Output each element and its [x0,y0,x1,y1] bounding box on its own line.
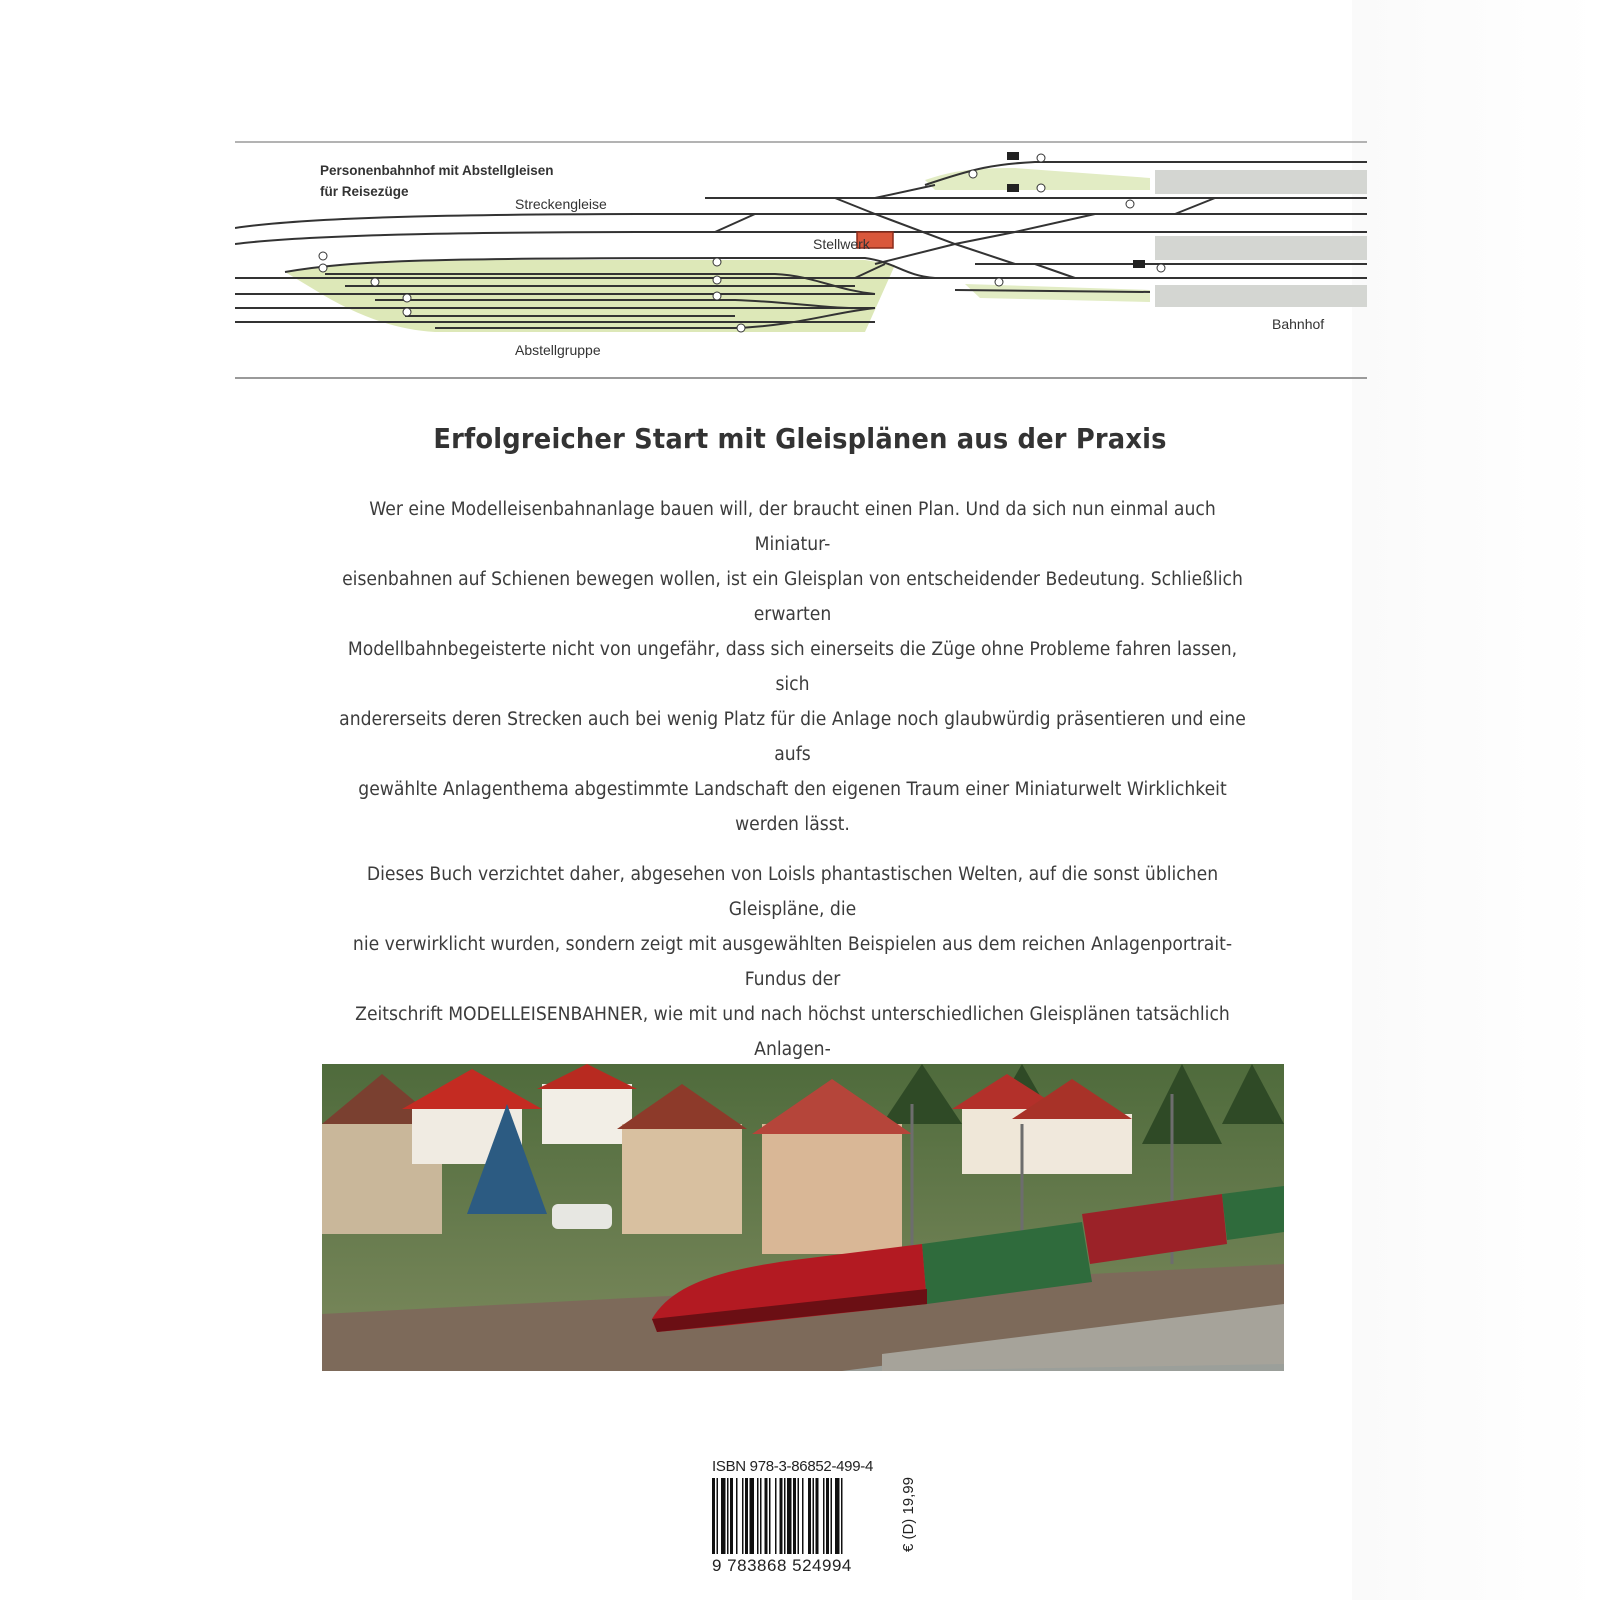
barcode-bar [712,1478,715,1554]
label-bahnhof: Bahnhof [1272,316,1325,332]
barcode-bar [816,1478,819,1554]
barcode-bar [765,1478,768,1554]
text-line: Wer eine Modelleisenbahnanlage bauen will, der braucht einen Plan. Und da sich nun einmal auch Miniatur- [369,499,1216,555]
barcode-bar [841,1478,843,1554]
isbn-label: ISBN 978-3-86852-499-4 [712,1458,874,1475]
barcode-bar [730,1478,733,1554]
label-abstellgruppe: Abstellgruppe [515,342,601,358]
page-edge-shade [1352,0,1600,1600]
text-line: andererseits deren Strecken auch bei wenig Platz für die Anlage noch glaubwürdig präsentieren und eine aufs [339,709,1246,765]
barcode-bar [784,1478,786,1554]
model-railway-photo [322,1064,1284,1371]
track-plan-title-line2: für Reisezüge [320,184,409,199]
barcode-bar [787,1478,792,1554]
barcode-bar [780,1478,783,1554]
barcode-bar [750,1478,755,1554]
barcode-bar [813,1478,815,1554]
barcode-bar [793,1478,796,1554]
track-plan-title-line1: Personenbahnhof mit Abstellgleisen [320,163,554,178]
barcode-bar [736,1478,738,1554]
text-line: eisenbahnen auf Schienen bewegen wollen, ist ein Gleisplan von entscheidender Bedeutung. Schließlich erwarten [342,569,1243,625]
barcode-bar [727,1478,729,1554]
paragraph-1 [334,492,1250,842]
barcode-bar [742,1478,744,1554]
text-line: Zeitschrift MODELLEISENBAHNER, wie mit und nach höchst unterschiedlichen Gleisplänen tatsächlich Anlagen- [355,1004,1230,1060]
price-label: € (D) 19,99 [900,1477,917,1553]
text-line: Dieses Buch verzichtet daher, abgesehen von Loisls phantastischen Welten, auf die sonst üblichen Gleispläne, die [366,864,1219,920]
ean-digits: 9 783868 524994 [712,1556,852,1575]
barcode-bar [823,1478,825,1554]
barcode-bar [826,1478,829,1554]
text-line: gewählte Anlagenthema abgestimmte Landschaft den eigenen Traum einer Miniaturwelt Wirklichkeit werden lässt. [358,779,1227,835]
barcode-bar [745,1478,748,1554]
barcode-bar [760,1478,762,1554]
text-line: nie verwirklicht wurden, sondern zeigt mit ausgewählten Beispielen aus dem reichen Anlagenportrait-Fundus der [352,934,1233,990]
headline: Erfolgreicher Start mit Gleisplänen aus der Praxis [433,422,1167,455]
text-line: Modellbahnbegeisterte nicht von ungefähr, dass sich einerseits die Züge ohne Probleme fahren lassen, sich [347,639,1238,695]
barcode-bar [775,1478,777,1554]
barcode-bar [808,1478,811,1554]
barcode-bar [835,1478,840,1554]
label-streckengleise: Streckengleise [515,196,607,212]
barcode-bar [717,1478,719,1554]
barcode-bar [802,1478,804,1554]
barcode-bar [769,1478,771,1554]
barcode-bar [831,1478,833,1554]
barcode-bar [757,1478,759,1554]
barcode-bar [721,1478,726,1554]
label-stellwerk: Stellwerk [813,236,870,252]
barcode-bar [798,1478,800,1554]
